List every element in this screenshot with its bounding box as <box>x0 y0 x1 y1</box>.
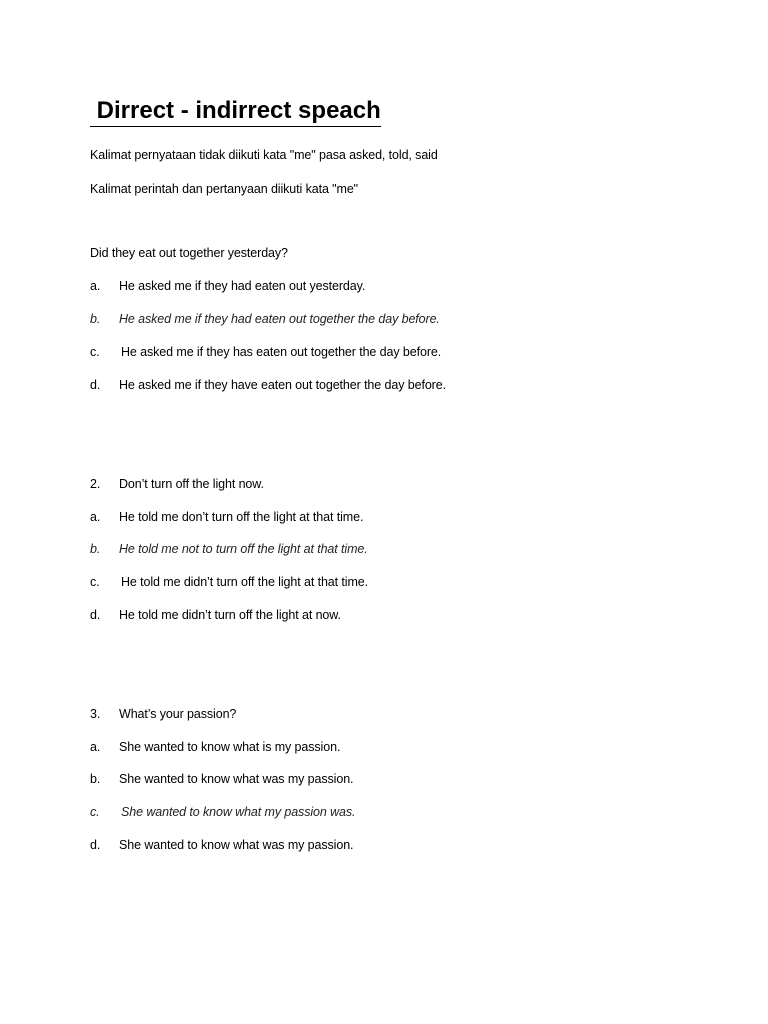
question-3-option-b <box>90 771 353 787</box>
option-label: b. <box>90 542 101 556</box>
question-1-option-d <box>90 377 446 393</box>
option-text: He asked me if they had eaten out together the day before. <box>119 312 440 326</box>
question-2-option-b <box>90 541 368 557</box>
option-text: He told me didn’t turn off the light at that time. <box>121 575 368 589</box>
note-statement: Kalimat pernyataan tidak diikuti kata "me" pasa asked, told, said <box>90 148 438 162</box>
question-3-option-d <box>90 837 353 853</box>
note-command-question: Kalimat perintah dan pertanyaan diikuti kata "me" <box>90 182 359 196</box>
document-title: Dirrect - indirrect speach <box>90 96 381 127</box>
question-2-option-c <box>90 574 368 590</box>
option-label: b. <box>90 312 101 326</box>
question-number: 3. <box>90 707 101 721</box>
option-label: d. <box>90 608 101 622</box>
option-text: He asked me if they have eaten out together the day before. <box>119 378 446 392</box>
question-2-option-d <box>90 607 341 623</box>
question-1-option-a <box>90 278 365 294</box>
option-text: He told me not to turn off the light at that time. <box>119 542 368 556</box>
option-text: She wanted to know what was my passion. <box>119 772 354 786</box>
question-3-prompt <box>90 706 236 722</box>
option-text: She wanted to know what my passion was. <box>121 805 356 819</box>
question-3-option-a <box>90 739 340 755</box>
option-label: d. <box>90 838 101 852</box>
option-label: b. <box>90 772 101 786</box>
question-2-prompt <box>90 476 264 492</box>
option-text: He told me didn’t turn off the light at now. <box>119 608 341 622</box>
option-text: He asked me if they has eaten out together the day before. <box>121 345 442 359</box>
option-label: a. <box>90 279 101 293</box>
option-label: c. <box>90 345 100 359</box>
question-text: What’s your passion? <box>119 707 237 721</box>
option-label: c. <box>90 575 100 589</box>
option-label: d. <box>90 378 101 392</box>
option-label: c. <box>90 805 100 819</box>
question-number: 2. <box>90 477 101 491</box>
question-3-option-c <box>90 804 355 820</box>
question-2-option-a <box>90 509 363 525</box>
option-text: He asked me if they had eaten out yesterday. <box>119 279 366 293</box>
option-text: He told me don’t turn off the light at that time. <box>119 510 364 524</box>
option-text: She wanted to know what is my passion. <box>119 740 341 754</box>
option-text: She wanted to know what was my passion. <box>119 838 354 852</box>
question-1-option-b <box>90 311 440 327</box>
question-1-prompt: Did they eat out together yesterday? <box>90 246 288 260</box>
option-label: a. <box>90 740 101 754</box>
option-label: a. <box>90 510 101 524</box>
question-text: Don’t turn off the light now. <box>119 477 264 491</box>
question-1-option-c <box>90 344 441 360</box>
